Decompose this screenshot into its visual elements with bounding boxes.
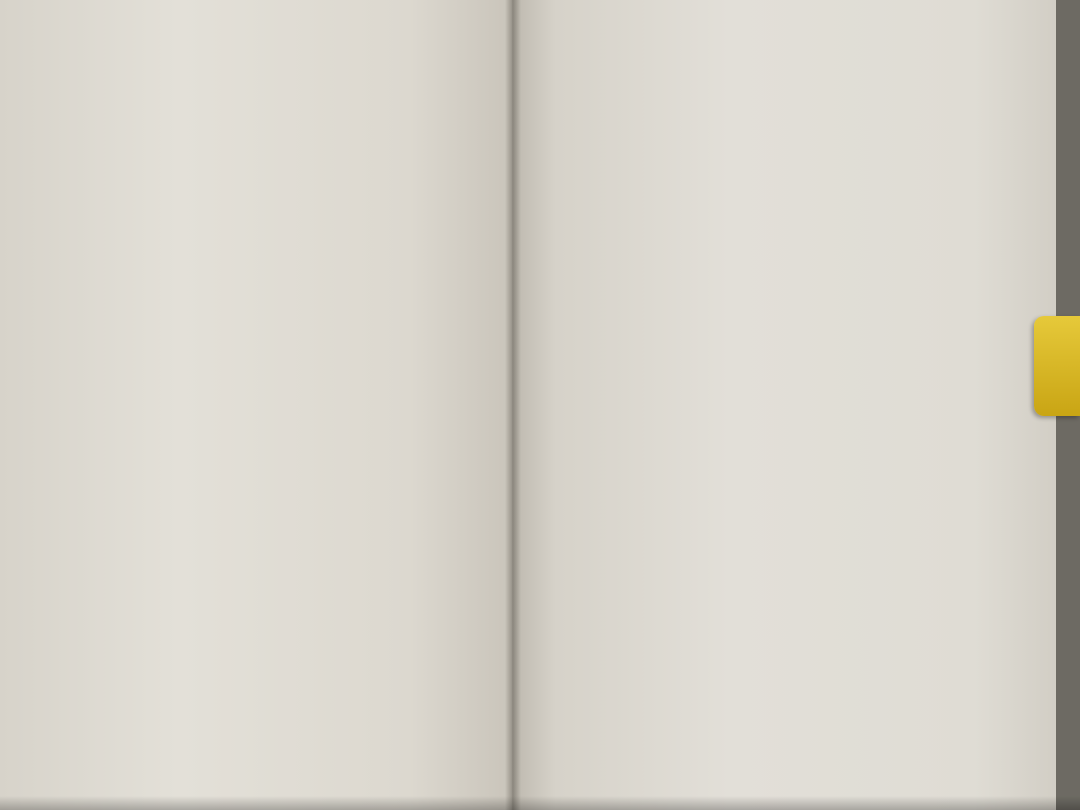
left-page [0, 0, 512, 810]
page-bottom-shadow [0, 796, 1080, 810]
bookmark-tab [1034, 316, 1080, 416]
book-spine [505, 0, 521, 810]
right-page [512, 0, 1056, 810]
